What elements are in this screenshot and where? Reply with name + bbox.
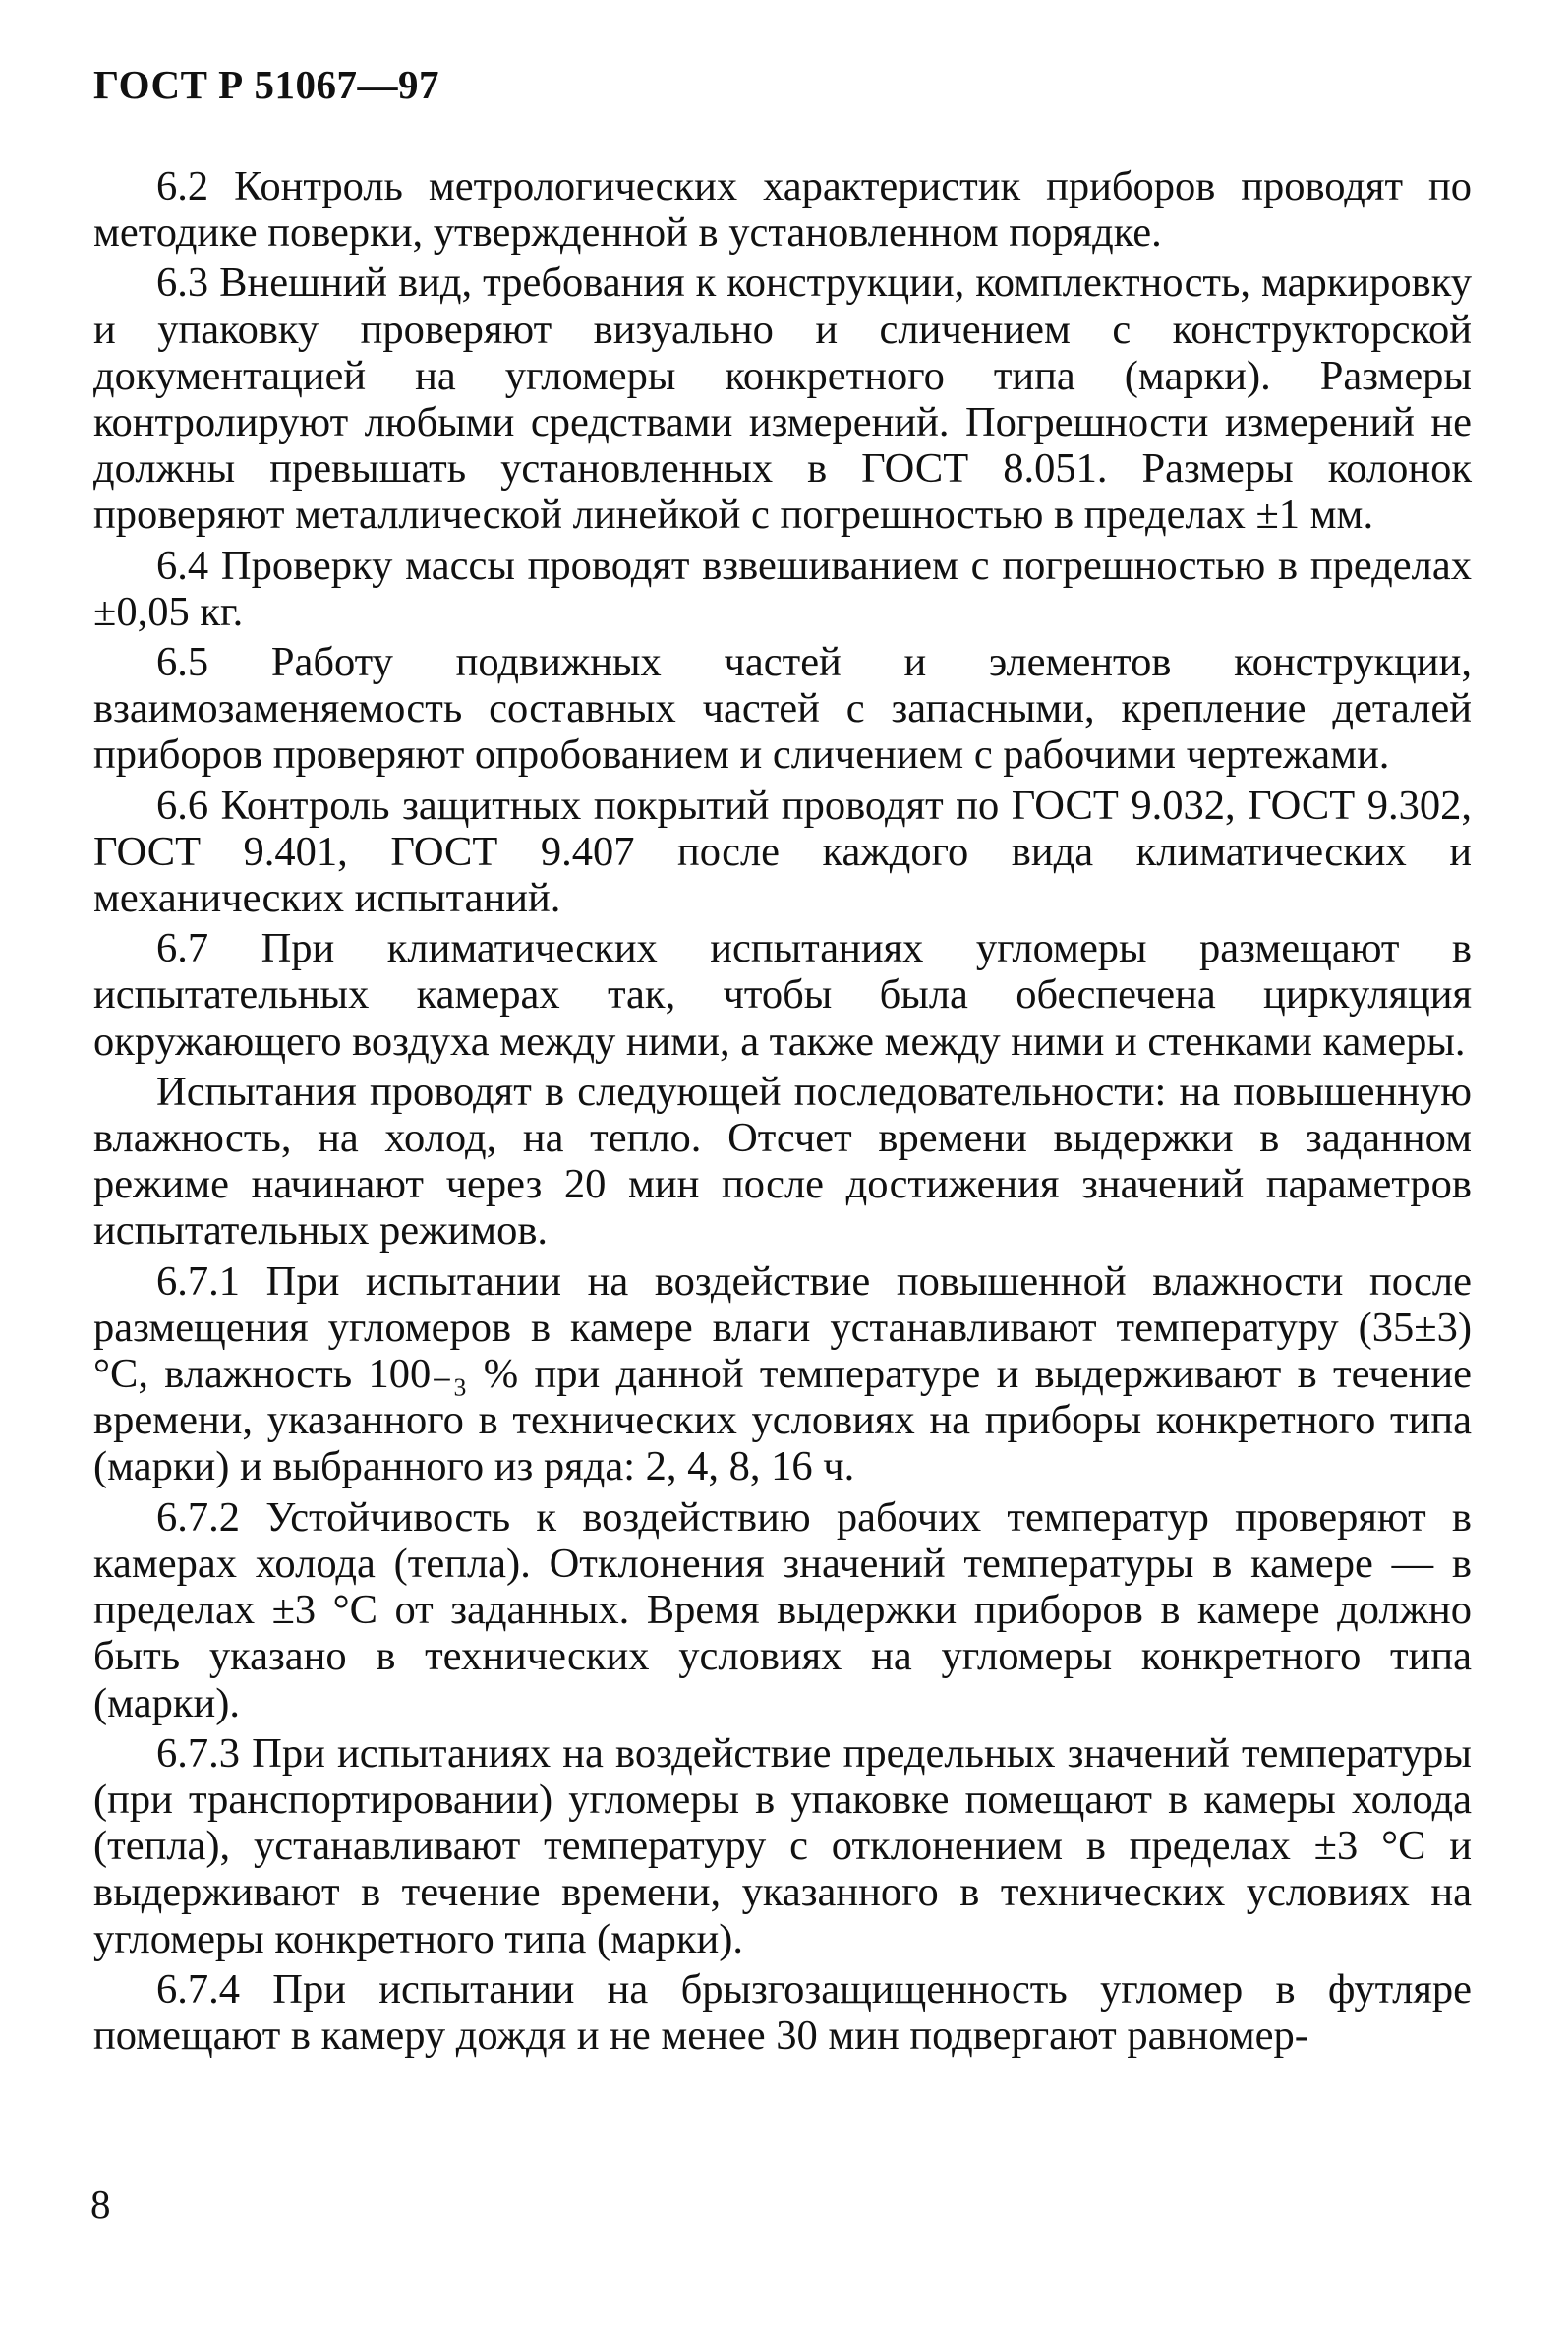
paragraph-6-2: 6.2 Контроль метрологических характеристик приборов проводят по методике поверки, утвержденной в установленном порядке.	[93, 163, 1472, 257]
paragraph-6-7-sequence: Испытания проводят в следующей последовательности: на повышенную влажность, на холод, на тепло. Отсчет времени выдержки в заданном режиме начинают через 20 мин после достижения значений параметров испытательных режимов.	[93, 1068, 1472, 1254]
standard-code-header: ГОСТ Р 51067—97	[93, 62, 439, 107]
paragraph-6-6: 6.6 Контроль защитных покрытий проводят по ГОСТ 9.032, ГОСТ 9.302, ГОСТ 9.401, ГОСТ 9.407 после каждого вида климатических и механических испытаний.	[93, 782, 1472, 922]
paragraph-6-7-2: 6.7.2 Устойчивость к воздействию рабочих температур проверяют в камерах холода (тепла). Отклонения значений температуры в камере — в пределах ±3 °С от заданных. Время выдержки приборов в камере должно быть указано в технических условиях на угломеры конкретного типа (марки).	[93, 1493, 1472, 1726]
paragraph-6-3: 6.3 Внешний вид, требования к конструкции, комплектность, маркировку и упаковку проверяют визуально и сличением с конструкторской документацией на угломеры конкретного типа (марки). Размеры контролируют любыми средствами измерений. Погрешности измерений не должны превышать установленных в ГОСТ 8.051. Размеры колонок проверяют металлической линейкой с погрешностью в пределах ±1 мм.	[93, 260, 1472, 539]
paragraph-6-7-4: 6.7.4 При испытании на брызгозащищенность угломер в футляре помещают в камеру дождя и не менее 30 мин подвергают равномер-	[93, 1965, 1472, 2059]
paragraph-6-7: 6.7 При климатических испытаниях угломеры размещают в испытательных камерах так, чтобы была обеспечена циркуляция окружающего воздуха между ними, а также между ними и стенками камеры.	[93, 925, 1472, 1065]
paragraph-6-4: 6.4 Проверку массы проводят взвешиванием с погрешностью в пределах ±0,05 кг.	[93, 542, 1472, 635]
page-number: 8	[90, 2182, 111, 2227]
paragraph-6-5: 6.5 Работу подвижных частей и элементов конструкции, взаимозаменяемость составных частей с запасными, крепление деталей приборов проверяют опробованием и сличением с рабочими чертежами.	[93, 639, 1472, 779]
document-body	[93, 163, 1472, 2063]
paragraph-6-7-3: 6.7.3 При испытаниях на воздействие предельных значений температуры (при транспортировании) угломеры в упаковке помещают в камеры холода (тепла), устанавливают температуру с отклонением в пределах ±3 °С и выдерживают в течение времени, указанного в технических условиях на угломеры конкретного типа (марки).	[93, 1729, 1472, 1962]
paragraph-6-7-1: 6.7.1 При испытании на воздействие повышенной влажности после размещения угломеров в камере влаги устанавливают температуру (35±3) °С, влажность 100₋₃ % при данной температуре и выдерживают в течение времени, указанного в технических условиях на приборы конкретного типа (марки) и выбранного из ряда: 2, 4, 8, 16 ч.	[93, 1257, 1472, 1490]
